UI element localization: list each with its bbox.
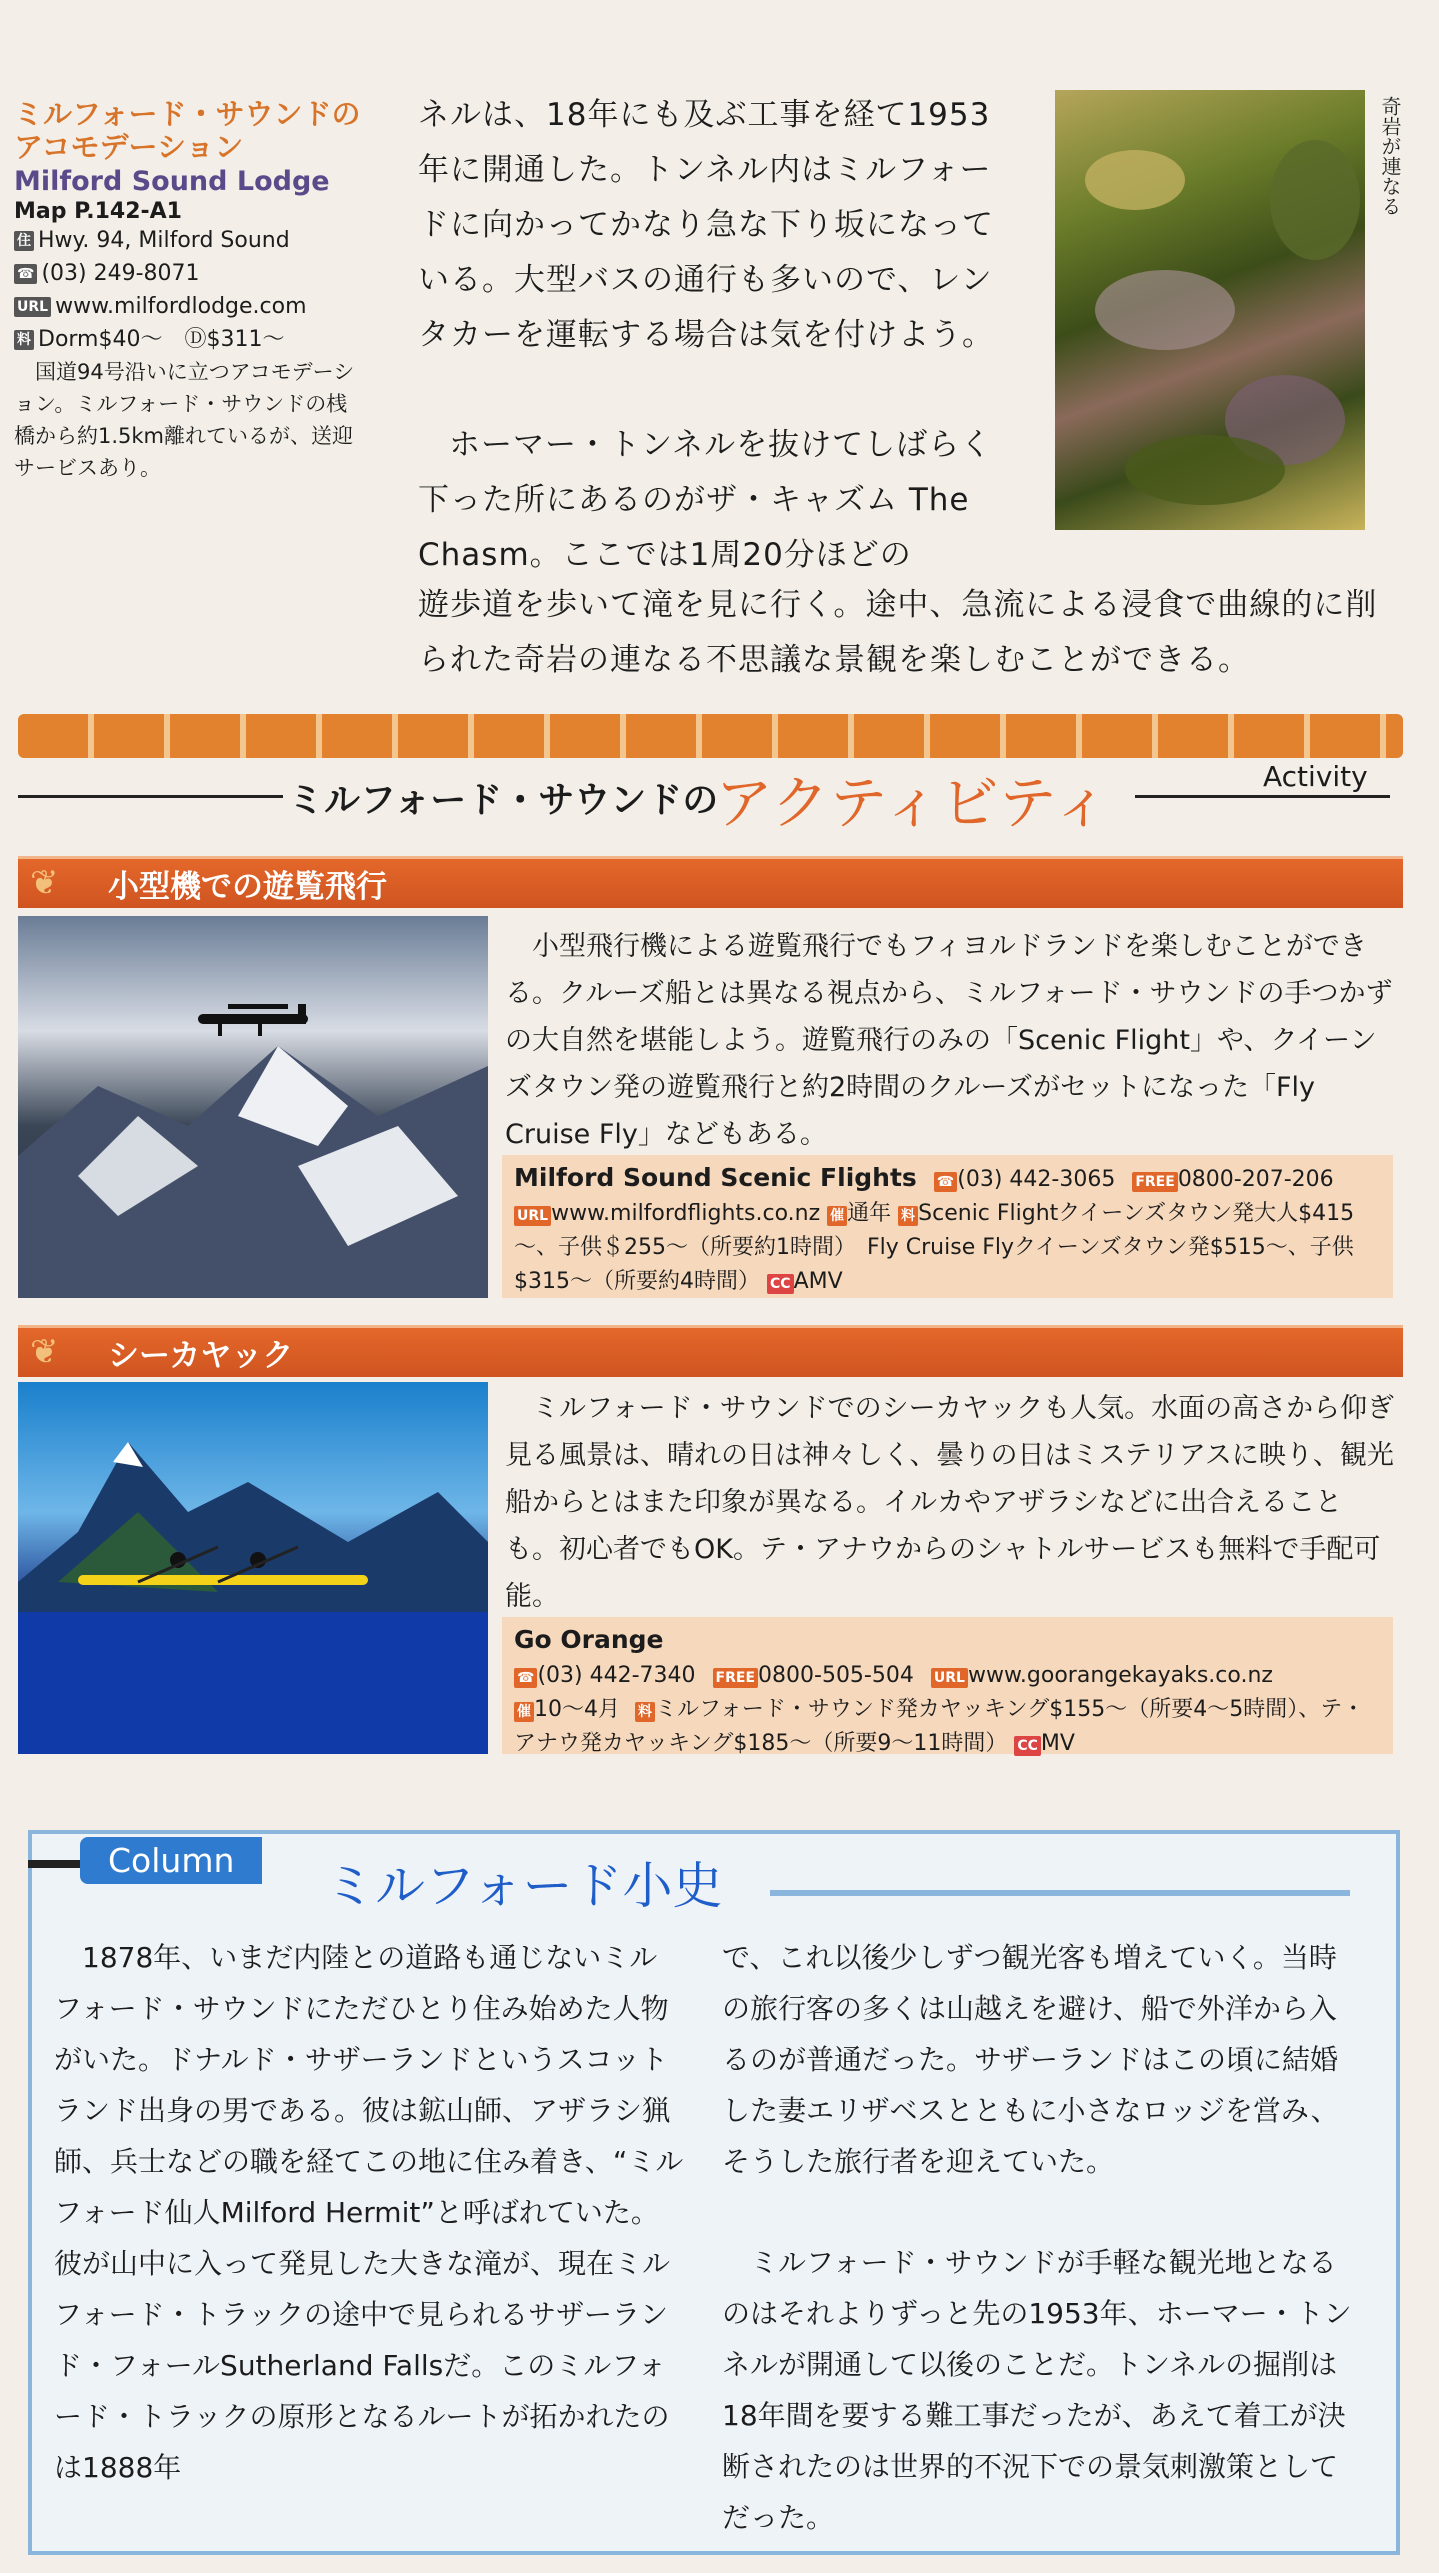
url-icon: URL	[514, 1206, 551, 1226]
column-title-rule	[770, 1890, 1350, 1896]
column-tag-bar	[28, 1860, 88, 1868]
phone-line	[14, 257, 364, 290]
column-right-text-1: で、これ以後少しずつ観光客も増えていく。当時の旅行客の多くは山越えを避け、船で外洋から入るのが普通だった。サザーランドはこの頃に結婚した妻エリザベスとともに小さなロッジを営み、そうした旅行者を迎えていた。	[722, 1941, 1339, 2178]
flight-cards: AMV	[793, 1269, 843, 1294]
url-icon: URL	[14, 297, 51, 317]
flight-info-box	[502, 1155, 1393, 1298]
chasm-photo	[1055, 90, 1365, 530]
kayak-fjord-illustration	[18, 1382, 488, 1754]
phone-icon: ☎	[934, 1172, 957, 1192]
flight-season: 通年	[847, 1201, 892, 1226]
url-line	[14, 290, 364, 323]
phone-icon: ☎	[14, 264, 37, 284]
flight-price: Scenic Flightクイーンズタウン発大人$415～、子供＄255～（所要約1時間） Fly Cruise Flyクイーンズタウン発$515～、子供$315～（所要約4時間）	[514, 1201, 1355, 1294]
kayak-url[interactable]: www.goorangekayaks.co.nz	[967, 1663, 1273, 1688]
intro-paragraph-1: ネルは、18年にも及ぶ工事を経て1953年に開通した。トンネル内はミルフォードに向かってかなり急な下り坂になっている。大型バスの通行も多いので、レンタカーを運転する場合は気を付けよう。	[418, 97, 994, 353]
season-icon: 催	[827, 1206, 847, 1226]
season-icon: 催	[514, 1702, 534, 1722]
column-title: ミルフォード小史	[325, 1857, 723, 1915]
kayak-free: 0800-505-504	[758, 1663, 914, 1688]
flight-phone: (03) 442-3065	[957, 1167, 1116, 1192]
section-title-en: Activity	[1263, 760, 1368, 793]
sidebar-title-en: Milford Sound Lodge	[14, 166, 330, 197]
sidebar-description: 国道94号沿いに立つアコモデーション。ミルフォード・サウンドの桟橋から約1.5km離れているが、送迎サービスあり。	[14, 360, 355, 480]
price-icon: 料	[635, 1702, 655, 1722]
price-line	[14, 323, 364, 356]
kayak-description: ミルフォード・サウンドでのシーカヤックも人気。水面の高さから仰ぎ見る風景は、晴れの日は神々しく、曇りの日はミステリアスに映り、観光船からとはまた印象が異なる。イルカやアザラシなどに出合えることも。初心者でもOK。テ・アナウからのシャトルサービスも無料で手配可能。	[505, 1393, 1395, 1612]
kayak-banner	[18, 1325, 1403, 1377]
free-icon: FREE	[1132, 1172, 1177, 1192]
flight-banner	[18, 856, 1403, 908]
wheat-icon: ❦	[30, 1332, 59, 1372]
kayak-cards: MV	[1040, 1731, 1075, 1756]
intro-paragraph-2: ホーマー・トンネルを抜けてしばらく下った所にあるのがザ・キャズム The Chasm。ここでは1周20分ほどの	[418, 427, 993, 573]
phone-text: (03) 249-8071	[41, 261, 200, 286]
flight-free: 0800-207-206	[1177, 1167, 1334, 1192]
address-line	[14, 224, 364, 257]
wheat-icon: ❦	[30, 863, 59, 903]
map-reference: Map P.142-A1	[14, 199, 182, 224]
kayak-season: 10～4月	[534, 1697, 620, 1722]
column-right-text-2: ミルフォード・サウンドが手軽な観光地となるのはそれよりずっと先の1953年、ホーマー・トンネルが開通して以後のことだ。トンネルの掘削は18年間を要する難工事だったが、あえて着工が決断されたのは世界的不況下での景気刺激策としてだった。	[722, 2246, 1352, 2534]
flight-heading: 小型機での遊覧飛行	[108, 869, 387, 905]
address-icon: 住	[14, 231, 34, 251]
section-title-main: アクティビティ	[715, 769, 1110, 837]
section-rule-right	[1135, 795, 1390, 798]
card-icon: CC	[767, 1274, 794, 1294]
card-icon: CC	[1014, 1736, 1041, 1756]
kayak-phone: (03) 442-7340	[537, 1663, 696, 1688]
flight-company: Milford Sound Scenic Flights	[514, 1163, 917, 1192]
kayak-heading: シーカヤック	[108, 1338, 294, 1374]
intro-paragraph-2-cont: 遊歩道を歩いて滝を見に行く。途中、急流による浸食で曲線的に削られた奇岩の連なる不思議な景観を楽しむことができる。	[418, 587, 1378, 678]
price-icon: 料	[14, 330, 34, 350]
price-text: Dorm$40～ Ⓓ$311～	[38, 327, 285, 352]
kayak-info-box	[502, 1617, 1393, 1754]
flight-photo	[18, 916, 488, 1298]
kayak-photo	[18, 1382, 488, 1754]
lodge-sidebar	[14, 98, 364, 484]
url-icon: URL	[931, 1668, 968, 1688]
price-icon: 料	[898, 1206, 918, 1226]
plane-mountain-illustration	[18, 916, 488, 1298]
address-text: Hwy. 94, Milford Sound	[38, 228, 290, 253]
section-rule-left	[18, 795, 283, 798]
phone-icon: ☎	[514, 1668, 537, 1688]
kayak-price: ミルフォード・サウンド発カヤッキング$155～（所要4～5時間）、テ・アナウ発カヤッキング$185～（所要9～11時間）	[514, 1697, 1365, 1756]
column-tag: Column	[80, 1837, 262, 1884]
kayak-company: Go Orange	[514, 1625, 664, 1654]
section-title-prefix: ミルフォード・サウンドの	[288, 780, 719, 821]
flight-description: 小型飛行機による遊覧飛行でもフィヨルドランドを楽しむことができる。クルーズ船とは異なる視点から、ミルフォード・サウンドの手つかずの大自然を堪能しよう。遊覧飛行のみの「Scenic Flight」や、クイーンズタウン発の遊覧飛行と約2時間のクルーズがセットになった「Fly Cruise Fly」などもある。	[505, 931, 1393, 1150]
url-text: www.milfordlodge.com	[55, 294, 307, 319]
free-icon: FREE	[713, 1668, 758, 1688]
column-left-text: 1878年、いまだ内陸との道路も通じないミルフォード・サウンドにただひとり住み始めた人物がいた。ドナルド・サザーランドというスコットランド出身の男である。彼は鉱山師、アザラシ猟師、兵士などの職を経てこの地に住み着き、“ミルフォード仙人Milford Hermit”と呼ばれていた。彼が山中に入って発見した大きな滝が、現在ミルフォード・トラックの途中で見られるサザーランド・フォールSutherland Fallsだ。このミルフォード・トラックの原形となるルートが拓かれたのは1888年	[54, 1941, 684, 2484]
sidebar-title-jp: ミルフォード・サウンドのアコモデーション	[14, 97, 361, 164]
flight-url[interactable]: www.milfordflights.co.nz	[551, 1201, 821, 1226]
photo-caption: 奇岩が連なる	[1378, 96, 1402, 216]
chasm-rocks-illustration	[1055, 90, 1365, 530]
decorative-border	[18, 714, 1403, 758]
